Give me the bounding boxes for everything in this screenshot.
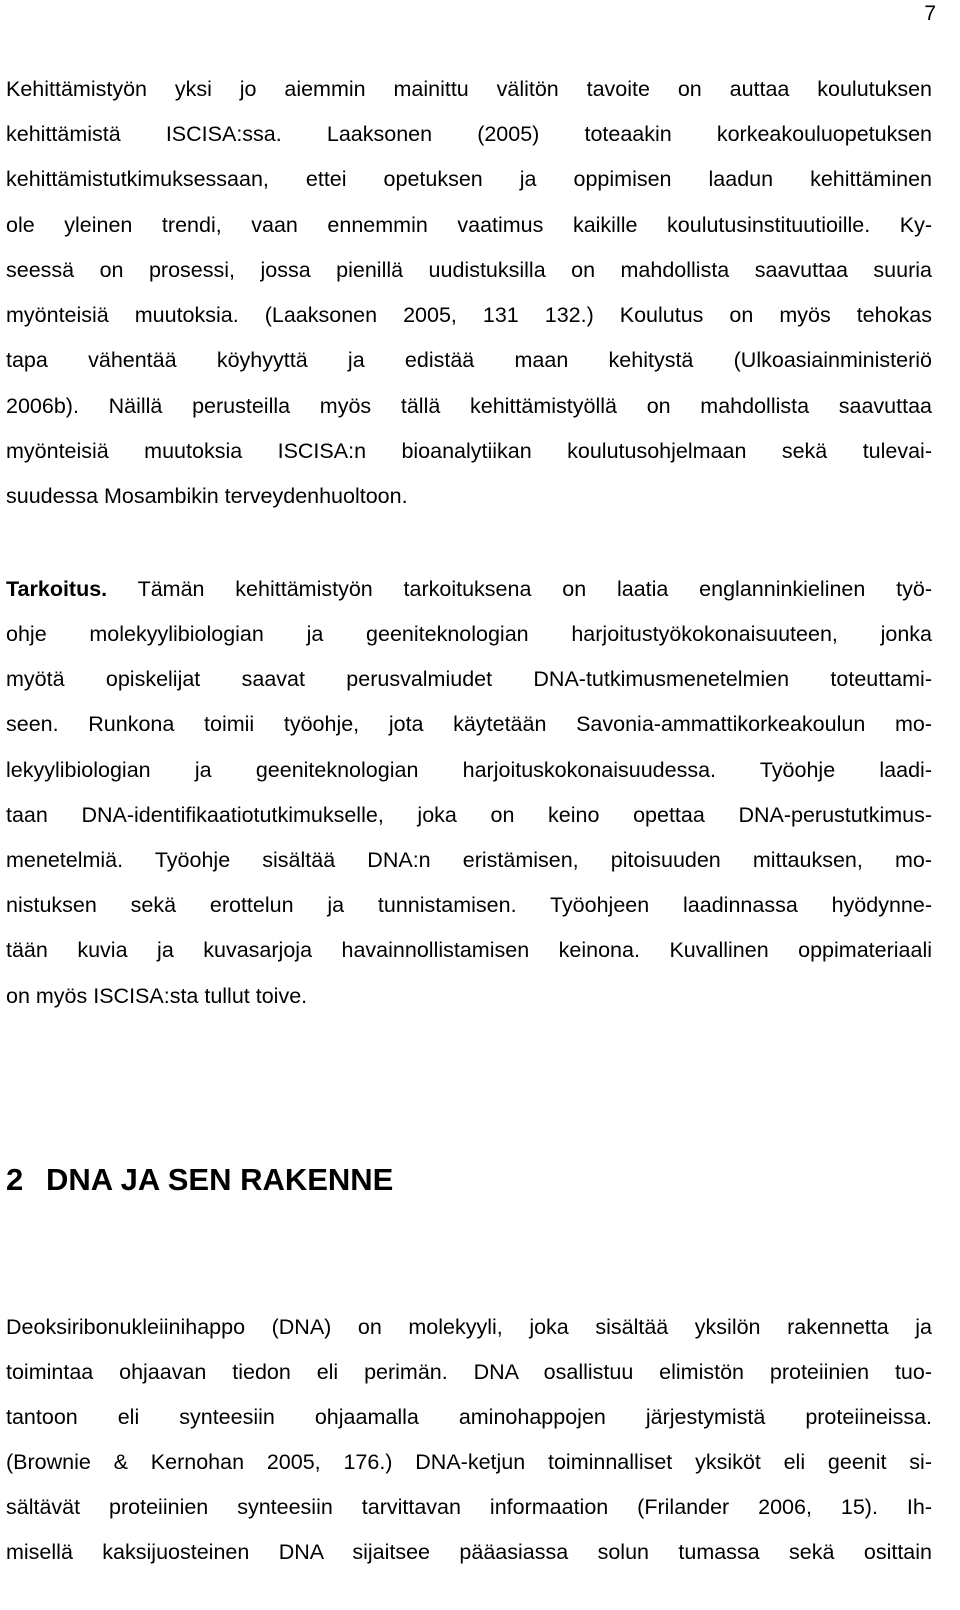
text-line: toimintaa ohjaavan tiedon eli perimän. DNA osallistuu elimistön proteiinien tuo- bbox=[6, 1360, 932, 1384]
text-line: tään kuvia ja kuvasarjoja havainnollistamisen keinona. Kuvallinen oppimateriaali bbox=[6, 938, 932, 962]
section-heading bbox=[6, 1160, 393, 1200]
text-line: suudessa Mosambikin terveydenhuoltoon. bbox=[6, 484, 408, 508]
text-line: ohje molekyylibiologian ja geeniteknologian harjoitustyökokonaisuuteen, jonka bbox=[6, 622, 932, 646]
text-line: Deoksiribonukleiinihappo (DNA) on molekyyli, joka sisältää yksilön rakennetta ja bbox=[6, 1315, 932, 1339]
text-line: kehittämistutkimuksessaan, ettei opetuksen ja oppimisen laadun kehittäminen bbox=[6, 167, 932, 191]
text-line: on myös ISCISA:sta tullut toive. bbox=[6, 984, 308, 1008]
text-line: myötä opiskelijat saavat perusvalmiudet DNA-tutkimusmenetelmien toteuttami- bbox=[6, 667, 932, 691]
text-line bbox=[6, 574, 932, 604]
text-line: myönteisiä muutoksia ISCISA:n bioanalytiikan koulutusohjelmaan sekä tulevai- bbox=[6, 439, 932, 463]
text-line: seen. Runkona toimii työohje, jota käytetään Savonia-ammattikorkeakoulun mo- bbox=[6, 712, 932, 736]
text-line: Kehittämistyön yksi jo aiemmin mainittu välitön tavoite on auttaa koulutuksen bbox=[6, 77, 932, 101]
text-line: ole yleinen trendi, vaan ennemmin vaatimus kaikille koulutusinstituutioille. Ky- bbox=[6, 213, 932, 237]
section-title: DNA JA SEN RAKENNE bbox=[46, 1162, 394, 1197]
text-line: tantoon eli synteesiin ohjaamalla aminohappojen järjestymistä proteiineissa. bbox=[6, 1405, 932, 1429]
text-line: lekyylibiologian ja geeniteknologian harjoituskokonaisuudessa. Työohje laadi- bbox=[6, 758, 932, 782]
text-line: myönteisiä muutoksia. (Laaksonen 2005, 131 132.) Koulutus on myös tehokas bbox=[6, 303, 932, 327]
text-line: menetelmiä. Työohje sisältää DNA:n eristämisen, pitoisuuden mittauksen, mo- bbox=[6, 848, 932, 872]
text-line: 2006b). Näillä perusteilla myös tällä kehittämistyöllä on mahdollista saavuttaa bbox=[6, 394, 932, 418]
paragraph-lead: Tarkoitus. bbox=[6, 577, 108, 601]
section-number: 2 bbox=[6, 1162, 24, 1197]
text-line: sältävät proteiinien synteesiin tarvittavan informaation (Frilander 2006, 15). Ih- bbox=[6, 1495, 932, 1519]
text-line: nistuksen sekä erottelun ja tunnistamisen. Työohjeen laadinnassa hyödynne- bbox=[6, 893, 932, 917]
text-line: (Brownie & Kernohan 2005, 176.) DNA-ketjun toiminnalliset yksiköt eli geenit si- bbox=[6, 1450, 932, 1474]
text-line: tapa vähentää köyhyyttä ja edistää maan kehitystä (Ulkoasiainministeriö bbox=[6, 348, 932, 372]
text-span: Tämän kehittämistyön tarkoituksena on laatia englanninkielinen työ- bbox=[107, 577, 932, 601]
text-line: kehittämistä ISCISA:ssa. Laaksonen (2005) toteaakin korkeakouluopetuksen bbox=[6, 122, 932, 146]
text-line: seessä on prosessi, jossa pienillä uudistuksilla on mahdollista saavuttaa suuria bbox=[6, 258, 932, 282]
text-line: taan DNA-identifikaatiotutkimukselle, joka on keino opettaa DNA-perustutkimus- bbox=[6, 803, 932, 827]
text-line: misellä kaksijuosteinen DNA sijaitsee pääasiassa solun tumassa sekä osittain bbox=[6, 1540, 932, 1564]
page-number: 7 bbox=[924, 2, 936, 25]
